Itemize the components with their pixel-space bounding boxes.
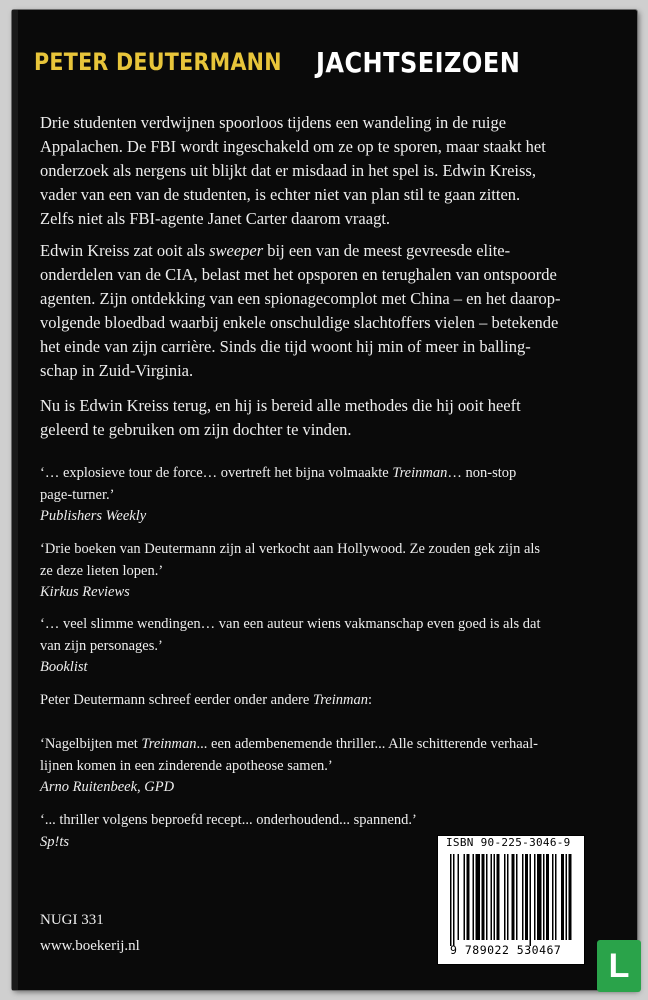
cover-header (34, 46, 521, 79)
blurb-text: Edwin Kreiss zat ooit als (40, 241, 210, 260)
barcode-bar (486, 854, 488, 940)
blurb-text: bij een van de meest gevreesde elite- (263, 241, 511, 260)
quote-line (40, 734, 600, 756)
blurb-line: Nu is Edwin Kreiss terug, en hij is bereid alle methodes die hij ooit heeft (40, 396, 521, 415)
blurb-line: onderdelen van de CIA, belast met het opsporen en terughalen van ontspoorde (40, 265, 557, 284)
barcode-bar (507, 854, 509, 940)
barcode-bar (566, 854, 568, 940)
quote-source: Sp!ts (40, 833, 69, 850)
previous-work-text: : (368, 692, 373, 708)
author-name: PETER DEUTERMANN (34, 48, 282, 76)
blurb-line: het einde van zijn carrière. Sinds die tijd woont hij min of meer in balling- (40, 337, 531, 356)
quote-source: Booklist (40, 659, 88, 675)
quote-line: ‘... thriller volgens beproefd recept... onderhoudend... spannend.’ (40, 812, 417, 828)
blurb-line: schap in Zuid-Virginia. (40, 361, 194, 380)
barcode-bar (546, 854, 549, 940)
blurb-line: volgende bloedbad waarbij enkele onschuldige slachtoffers vielen – betekende (40, 313, 559, 332)
blurb-line (40, 239, 600, 263)
quote-source: Kirkus Reviews (40, 584, 130, 600)
publisher-logo (597, 940, 641, 992)
previous-work (40, 690, 600, 712)
quote-line (40, 463, 600, 485)
barcode-bar (552, 854, 554, 940)
barcode-bar (516, 854, 518, 940)
quote-text: ‘… explosieve tour de force… overtreft het bijna volmaakte (40, 465, 393, 481)
publisher-url: www.boekerij.nl (40, 938, 140, 954)
ean-number: 9 789022 530467 (450, 943, 562, 957)
blurb-line: geleerd te gebruiken om zijn dochter te vinden. (40, 420, 352, 439)
barcode-bar (497, 854, 500, 940)
review-quote-1 (40, 463, 600, 527)
blurb-paragraph-2 (40, 239, 600, 383)
barcode-bar (569, 854, 572, 940)
barcode-bar (512, 854, 515, 940)
barcode-bar (476, 854, 481, 940)
barcode-bar (494, 854, 496, 940)
quote-source: Arno Ruitenbeek, GPD (40, 779, 175, 795)
barcode-bar (458, 854, 460, 940)
nugi-code: NUGI 331 (40, 912, 104, 928)
barcode-bar (482, 854, 485, 940)
quote-line: ‘Drie boeken van Deutermann zijn al verkocht aan Hollywood. Ze zouden gek zijn als (40, 541, 541, 557)
barcode-bar (522, 854, 524, 940)
quote-text: ... een adembenemende thriller... Alle schitterende verhaal- (196, 736, 538, 752)
quote-line: lijnen komen in een zinderende apotheose samen.’ (40, 757, 333, 774)
quote-line: ze deze lieten lopen.’ (40, 562, 164, 579)
barcode-bar (467, 854, 470, 940)
blurb-paragraph-1 (40, 111, 600, 231)
blurb-line: agenten. Zijn ontdekking van een spionagecomplot met China – en het daarop- (40, 289, 561, 308)
blurb-line: Appalachen. De FBI wordt ingeschakeld om ze op te sporen, maar staakt het (40, 137, 546, 156)
quote-source: Publishers Weekly (40, 508, 147, 524)
barcode-bar (555, 854, 557, 940)
blurb-line: onderzoek als nergens uit blijkt dat er misdaad in het spel is. Edwin Kreiss, (40, 161, 536, 180)
barcode-bar (491, 854, 493, 940)
blurb-emphasis: sweeper (209, 241, 264, 260)
review-quote-4 (40, 734, 600, 798)
review-quote-2 (40, 539, 600, 603)
book-title: JACHTSEIZOEN (316, 46, 521, 79)
barcode-bar (530, 854, 532, 946)
previous-work-line (40, 690, 600, 712)
barcode-bar (453, 854, 455, 946)
barcode-bar (561, 854, 564, 940)
cover-edge (12, 10, 18, 990)
quote-line: ‘… veel slimme wendingen… van een auteur wiens vakmanschap even goed is als dat (40, 616, 541, 632)
logo-letter: L (608, 947, 630, 985)
barcode-bar (525, 854, 528, 940)
barcode-bar (450, 854, 452, 946)
isbn-label: ISBN 90-225-3046-9 (446, 836, 571, 849)
barcode-bar (543, 854, 545, 940)
quote-emphasis: Treinman (141, 736, 197, 752)
blurb-line: Zelfs niet als FBI-agente Janet Carter daarom vraagt. (40, 209, 391, 228)
blurb-line: vader van een van de studenten, is echter niet van plan stil te gaan zitten. (40, 185, 521, 204)
quote-text: … non-stop (447, 465, 517, 481)
quote-line: van zijn personages.’ (40, 637, 163, 654)
barcode-bar (534, 854, 536, 940)
quote-emphasis: Treinman (392, 465, 448, 481)
previous-work-text: Peter Deutermann schreef eerder onder andere (40, 692, 313, 708)
barcode-bar (537, 854, 542, 940)
barcode-bar (504, 854, 506, 940)
barcode-bar (464, 854, 466, 940)
quote-line: page-turner.’ (40, 486, 115, 503)
blurb-line: Drie studenten verdwijnen spoorloos tijdens een wandeling in de ruige (40, 113, 507, 132)
barcode-bar (473, 854, 475, 940)
review-quote-3 (40, 614, 600, 678)
blurb-paragraph-3 (40, 394, 600, 442)
quote-text: ‘Nagelbijten met (40, 736, 142, 752)
previous-work-title: Treinman (312, 692, 368, 708)
